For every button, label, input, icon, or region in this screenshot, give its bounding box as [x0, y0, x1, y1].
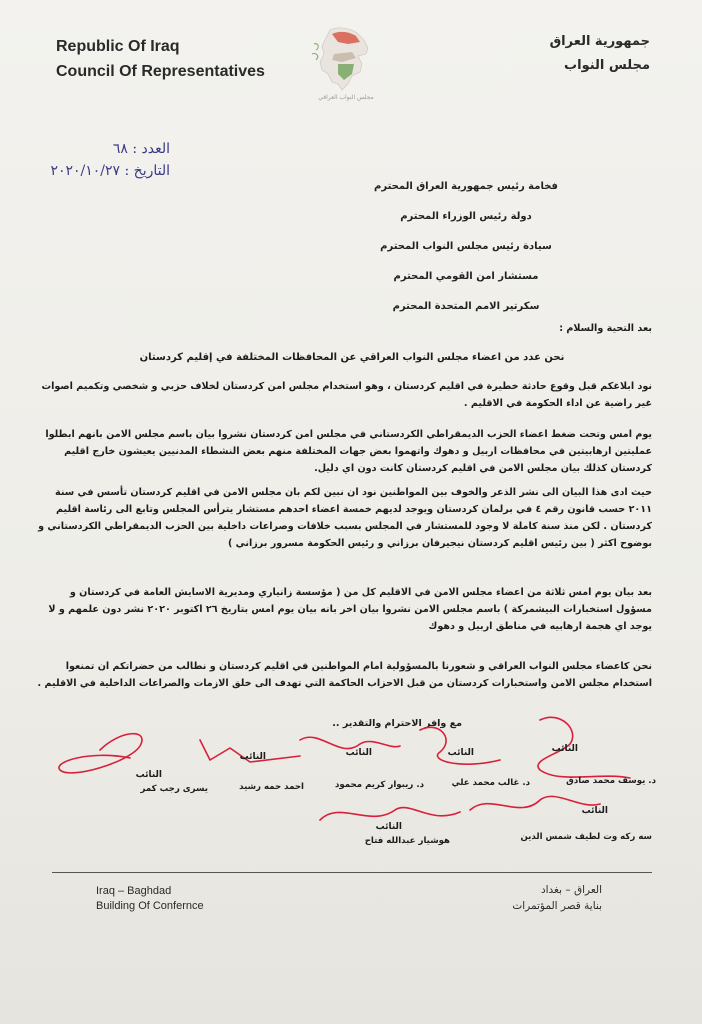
title-naib-1: النائب — [551, 744, 578, 754]
addressee-prime-minister: دولة رئيس الوزراء المحترم — [400, 211, 532, 222]
emblem-caption: مجلس النواب العراقي — [318, 94, 374, 101]
footer-city-ar: العراق – بغداد — [540, 884, 602, 896]
paragraph-5: نحن كاعضاء مجلس النواب العراقي و شعورنا بالمسؤولية امام المواطنين في اقليم كردستان و نطالب من حضراتكم ان تمنعوا استخدام مجلس الامن واستخبارات كردستان من قبل الاحزاب الحاكمة التي تهدف الى خلق الازمات والصراعات الداخلية في الاقليم . — [37, 661, 652, 689]
reference-number-value: ٦٨ — [112, 141, 128, 157]
signature-ghalib — [420, 727, 500, 764]
addressee-speaker: سيادة رئيس مجلس النواب المحترم — [380, 241, 552, 252]
footer-building-ar: بناية قصر المؤتمرات — [512, 900, 602, 912]
reference-block — [50, 138, 170, 182]
signature-yusra — [59, 734, 142, 773]
signatory-rebwar: د. ريبوار كريم محمود — [335, 780, 424, 790]
signatory-hoshyar: هوشيار عبدالله فتاح — [364, 836, 450, 846]
letterhead-arabic — [550, 30, 650, 78]
addressee-un-secretary: سكرتير الامم المتحدة المحترم — [392, 301, 540, 312]
signatory-yusuf: د. يوسف محمد صادق — [566, 776, 656, 786]
letterhead-country-en: Republic Of Iraq — [56, 38, 180, 55]
signatory-ahmed: احمد حمه رشيد — [239, 782, 304, 792]
closing-line: مع وافر الاحترام والتقدير .. — [332, 718, 462, 729]
signature-hoshyar — [320, 808, 460, 820]
greeting: بعد التحية والسلام : — [559, 323, 652, 334]
title-naib-7: النائب — [375, 822, 402, 832]
addressee-president: فخامة رئيس جمهورية العراق المحترم — [374, 181, 558, 192]
title-naib-3: النائب — [345, 748, 372, 758]
signatory-yusra: يسرى رجب كمر — [140, 784, 208, 794]
letterhead-english — [56, 34, 265, 84]
footer-english — [96, 884, 204, 914]
title-naib-4: النائب — [239, 752, 266, 762]
footer-divider — [52, 872, 652, 873]
signatory-ghalib: د. غالب محمد علي — [451, 778, 530, 788]
paragraph-3: حيث ادى هذا البيان الى نشر الذعر والخوف بين المواطنين نود ان نبين لكم بان مجلس الامن في اقليم كردستان تأسس في سنة ٢٠١١ حسب قانون رقم ٤ في برلمان كردستان ويوجد لديهم خمسة اعضاء احدهم مستشار يترأس المجلس وتابع الى رئاسة اقليم كردستان . لكن منذ سنة كاملة لا وجود للمستشار في المجلس بسبب خلافات وصراعات داخلية بين الحزب الديمقراطي الكردستاني و بوضوح اكثر ( بين رئيس اقليم كردستان نيجيرفان برزاني و رئيس الحكومة مسرور برزاني ) — [38, 487, 652, 549]
paragraph-1: نود ابلاغكم قبل وقوع حادثة خطيرة في اقليم كردستان ، وهو استخدام مجلس امن كردستان لخلاف حزبي و شخصي وتكميم اصوات غير راضية عن اداء الحكومة في الاقليم . — [41, 381, 652, 409]
addressee-list — [286, 172, 646, 322]
letter-headline: نحن عدد من اعضاء مجلس النواب العراقي عن المحافظات المختلفة في إقليم كردستان — [139, 352, 565, 363]
footer-arabic — [512, 882, 602, 914]
reference-number-label: العدد : — [132, 141, 170, 157]
reference-date-label: التاريخ : — [124, 163, 170, 179]
signature-rebwar — [300, 737, 400, 748]
reference-date-value: ٢٠٢٠/١٠/٢٧ — [50, 163, 121, 179]
letterhead-council-en: Council Of Representatives — [56, 63, 265, 80]
signatory-sarkawt: سه ركه وت لطيف شمس الدين — [520, 832, 652, 842]
title-naib-2: النائب — [447, 748, 474, 758]
reference-number-row — [50, 138, 170, 160]
title-naib-5: النائب — [135, 770, 162, 780]
signature-sarkawt — [470, 796, 600, 810]
footer-city-en: Iraq – Baghdad — [96, 885, 172, 897]
reference-date-row — [50, 160, 170, 182]
addressee-security-advisor: مستشار امن القومي المحترم — [393, 271, 539, 282]
paragraph-2: يوم امس وتحت ضغط اعضاء الحزب الديمقراطي الكردستاني في مجلس امن كردستان نشروا بيان باسم مجلس الامن بانهم ابطلوا عمليتين ارهابيتين في محافظات اربيل و دهوك واتهموا بعض جهات المختلفة منهم بعض النشطاء المدنيين يعيشون خارج اقليم كردستان كذلك بيان مجلس الامن في اقليم كردستان كانت دون اي دليل. — [45, 429, 652, 474]
letterhead-council-ar: مجلس النواب — [564, 58, 650, 73]
footer-building-en: Building Of Confernce — [96, 900, 204, 912]
title-naib-6: النائب — [581, 806, 608, 816]
letterhead-country-ar: جمهورية العراق — [549, 34, 650, 49]
iraq-map-emblem-icon — [308, 24, 384, 96]
paragraph-4: بعد بيان يوم امس ثلاثة من اعضاء مجلس الامن في الاقليم كل من ( مؤسسة زانياري ومديرية الاسايش العامة في كردستان و مسؤول استخبارات البيشمركة ) باسم مجلس الامن نشروا بيان اخر بانه بيان يوم امس بتاريخ ٢٦ اكتوبر ٢٠٢٠ نشر دون علمهم و لا يوجد اي هجمة ارهابيه في مناطق اربيل و دهوك — [48, 587, 652, 632]
